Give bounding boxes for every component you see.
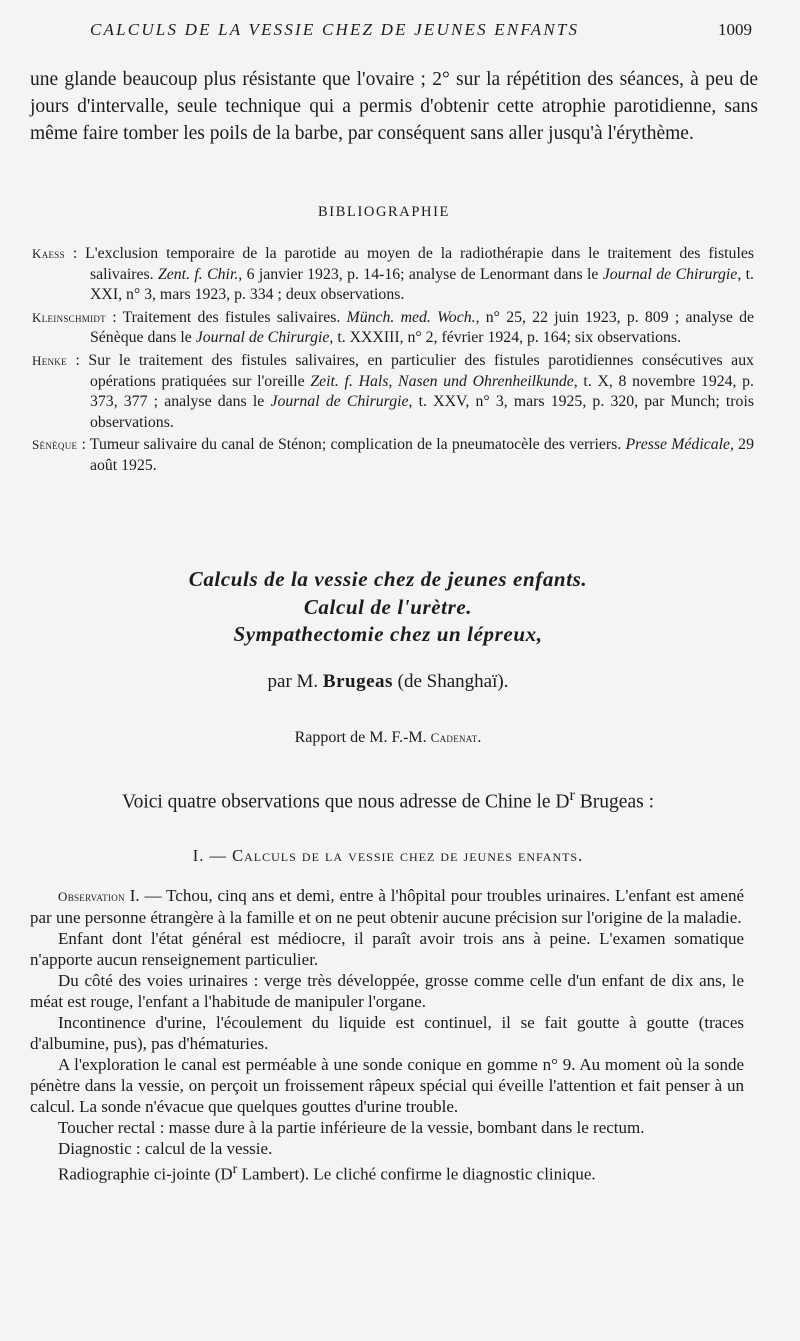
bib-author: Henke — [32, 352, 67, 368]
report-author: Cadenat — [430, 730, 478, 745]
bib-text: , 6 janvier 1923, p. 14-16; analyse de Lenormant dans le — [238, 265, 603, 283]
report-suffix: . — [477, 729, 482, 746]
bib-journal: Journal de Chirurgie — [270, 393, 409, 411]
bib-sep: : — [66, 351, 89, 369]
intro-text: une glande beaucoup plus résistante que l'ovaire ; 2° sur la répétition des séances, à peu de jours d'intervalle, seule technique qui a permis d'obtenir cette atrophie parotidienne, sans même faire tomber les poils de la barbe, par conséquent sans aller jusqu'à l'érythème. — [30, 69, 758, 144]
bib-journal: Presse Médicale — [625, 436, 731, 454]
body-paragraph: A l'exploration le canal est perméable à une sonde conique en gomme n° 9. Au moment où la sonde pénètre dans la vessie, on perçoit un froissement râpeux spécial qui éveille l'attention et fait penser à un calcul. La sonde n'évacue que quelques gouttes d'urine trouble. — [30, 1055, 744, 1116]
section-heading: I. — Calculs de la vessie chez de jeunes enfants. — [192, 846, 584, 865]
bib-text: , t. XXI, n° 3, mars 1923, p. 334 ; deux observations. — [90, 265, 754, 304]
report-prefix: Rapport de M. F.-M. — [294, 729, 431, 746]
body-paragraph — [30, 1159, 744, 1185]
paragraph-sup: r — [232, 1161, 238, 1177]
bib-author: Kaess — [32, 246, 65, 261]
article-title-line-1: Calculs de la vessie chez de jeunes enfants. — [188, 567, 588, 591]
bib-journal: Zeit. f. Hals, Nasen und Ohrenheilkunde — [310, 372, 574, 390]
bib-journal: Münch. med. Woch. — [346, 308, 476, 326]
article-title — [0, 566, 776, 649]
byline-suffix: (de Shanghaï). — [392, 671, 509, 692]
body-paragraph: Diagnostic : calcul de la vessie. — [58, 1139, 273, 1158]
bib-text: , t. XXXIII, n° 2, février 1924, p. 164; six observations. — [329, 329, 682, 347]
article-intro-line — [0, 786, 776, 814]
intro-paragraph — [30, 66, 758, 147]
bib-journal: Journal de Chirurgie — [602, 265, 738, 283]
body-paragraph: Enfant dont l'état général est médiocre, il paraît avoir trois ans à peine. L'examen somatique n'apporte aucun renseignement particulier. — [30, 929, 744, 969]
bib-sep: : — [105, 308, 123, 326]
bib-text: , 29 août 1925. — [90, 436, 754, 474]
bibliography-entry — [30, 308, 754, 349]
bib-journal: Journal de Chirurgie — [195, 329, 330, 347]
bib-author: Sénèque — [32, 437, 78, 453]
bibliography-title: BIBLIOGRAPHIE — [318, 204, 450, 220]
bibliography-list — [30, 244, 754, 479]
bib-text: Sur le traitement des fistules salivaires, en particulier des fistules parotidiennes consécutives aux opérations pratiquées sur l'oreille — [88, 351, 754, 390]
bib-sep: : — [77, 436, 90, 454]
report-line — [0, 729, 776, 747]
body-paragraph: Incontinence d'urine, l'écoulement du liquide est continuel, il se fait goutte à goutte (traces d'albumine, pus), pas d'hématuries. — [30, 1013, 744, 1053]
body-paragraph: Toucher rectal : masse dure à la partie inférieure de la vessie, bombant dans le rectum. — [58, 1118, 645, 1137]
paragraph-text: Radiographie ci-jointe (D — [58, 1164, 233, 1184]
bib-text: , t. XXV, n° 3, mars 1925, p. 320, par Munch; trois observations. — [90, 393, 754, 431]
article-title-line-2: Calcul de l'urètre. — [303, 594, 473, 619]
bib-sep: : — [64, 245, 86, 262]
running-title: CALCULS DE LA VESSIE CHEZ DE JEUNES ENFANTS — [90, 20, 580, 39]
intro-line-text: Voici quatre observations que nous adresse de Chine le D — [122, 791, 570, 813]
intro-line-text-end: Brugeas : — [574, 791, 654, 813]
paragraph-text-end: Lambert). Le cliché confirme le diagnostic clinique. — [237, 1164, 596, 1184]
bibliography-entry — [30, 244, 754, 306]
observation-label: Observation — [58, 889, 125, 904]
bib-author: Kleinschmidt — [32, 309, 106, 325]
page-number: 1009 — [718, 20, 752, 39]
bibliography-entry — [30, 351, 754, 433]
bib-text: , t. X, 8 novembre 1924, p. 373, 377 ; analyse dans le — [90, 372, 754, 411]
bib-text: L'exclusion temporaire de la parotide au moyen de la radiothérapie dans le traitement des fistules salivaires. — [85, 245, 754, 283]
byline-prefix: par M. — [267, 671, 323, 692]
bib-journal: Zent. f. Chir. — [157, 265, 239, 283]
article-title-line-3: Sympathectomie chez un lépreux, — [233, 622, 543, 646]
bib-text: , n° 25, 22 juin 1923, p. 809 ; analyse de Sénèque dans le — [90, 308, 754, 347]
intro-line-sup: r — [569, 786, 575, 804]
bib-text: Traitement des fistules salivaires. — [122, 308, 347, 326]
article-body — [30, 885, 744, 1185]
article-byline — [0, 671, 776, 693]
body-paragraph: Du côté des voies urinaires : verge très développée, grosse comme celle d'un enfant de dix ans, le méat est rouge, l'enfant a l'habitude de manipuler l'organe. — [30, 971, 744, 1011]
bibliography-entry — [30, 435, 754, 476]
bib-text: Tumeur salivaire du canal de Sténon; complication de la pneumatocèle des verriers. — [89, 436, 626, 454]
body-paragraph — [30, 885, 744, 928]
byline-author: Brugeas — [322, 671, 393, 692]
running-header — [90, 20, 752, 44]
paragraph-text: I. — Tchou, cinq ans et demi, entre à l'hôpital pour troubles urinaires. L'enfant est amené par une personne étrangère à la famille et on ne peut obtenir aucune précision sur l'origine de la maladie. — [30, 886, 744, 927]
